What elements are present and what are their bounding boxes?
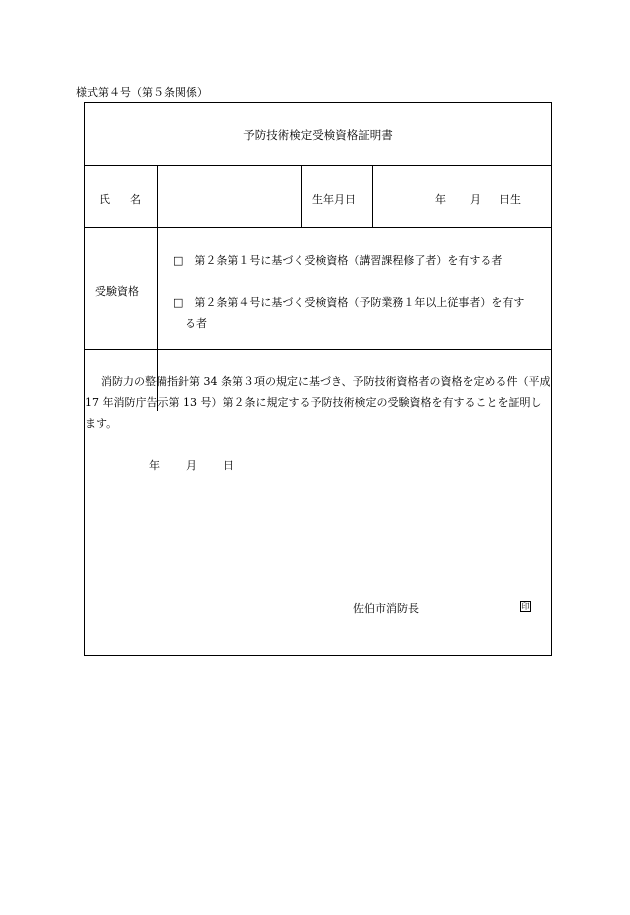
column-divider-birth-label: [301, 165, 302, 227]
form-number: 様式第４号（第５条関係）: [76, 86, 208, 99]
row-divider-qualification: [85, 349, 551, 350]
birth-date-value: [435, 191, 521, 207]
qualification-label: 受験資格: [95, 285, 139, 298]
certificate-form: [84, 102, 552, 656]
date-year-label: 年: [149, 459, 160, 472]
seal-mark: 印: [521, 602, 530, 611]
birth-year-label: 年: [435, 193, 446, 206]
form-title: 予防技術検定受検資格証明書: [243, 128, 393, 142]
row-divider-name: [85, 227, 551, 228]
issuer-name: 佐伯市消防長: [353, 602, 419, 615]
qualification-option-2: [173, 292, 543, 334]
column-divider-birth-value: [372, 165, 373, 227]
birth-date-label: 生年月日: [312, 193, 356, 206]
name-label-second: 名: [130, 193, 141, 206]
name-label-first: 氏: [99, 193, 110, 206]
birth-month-label: 月: [470, 193, 481, 206]
date-month-label: 月: [186, 459, 197, 472]
qualification-option-1: □ 第２条第１号に基づく受検資格（講習課程修了者）を有する者: [173, 254, 503, 267]
row-divider-title: [85, 165, 551, 166]
qualification-option-2-line1: □ 第２条第４号に基づく受検資格（予防業務１年以上従事者）を有す: [173, 296, 525, 309]
certification-date: [149, 457, 234, 473]
name-label: [99, 191, 141, 207]
qualification-option-2-line2: る者: [185, 317, 207, 330]
certification-text: 消防力の整備指針第 34 条第３項の規定に基づき、予防技術資格者の資格を定める件（平成 17 年消防庁告示第 13 号）第２条に規定する予防技術検定の受験資格を有することを証明します。: [85, 375, 551, 430]
birth-day-label: 日生: [499, 193, 521, 206]
date-day-label: 日: [223, 459, 234, 472]
